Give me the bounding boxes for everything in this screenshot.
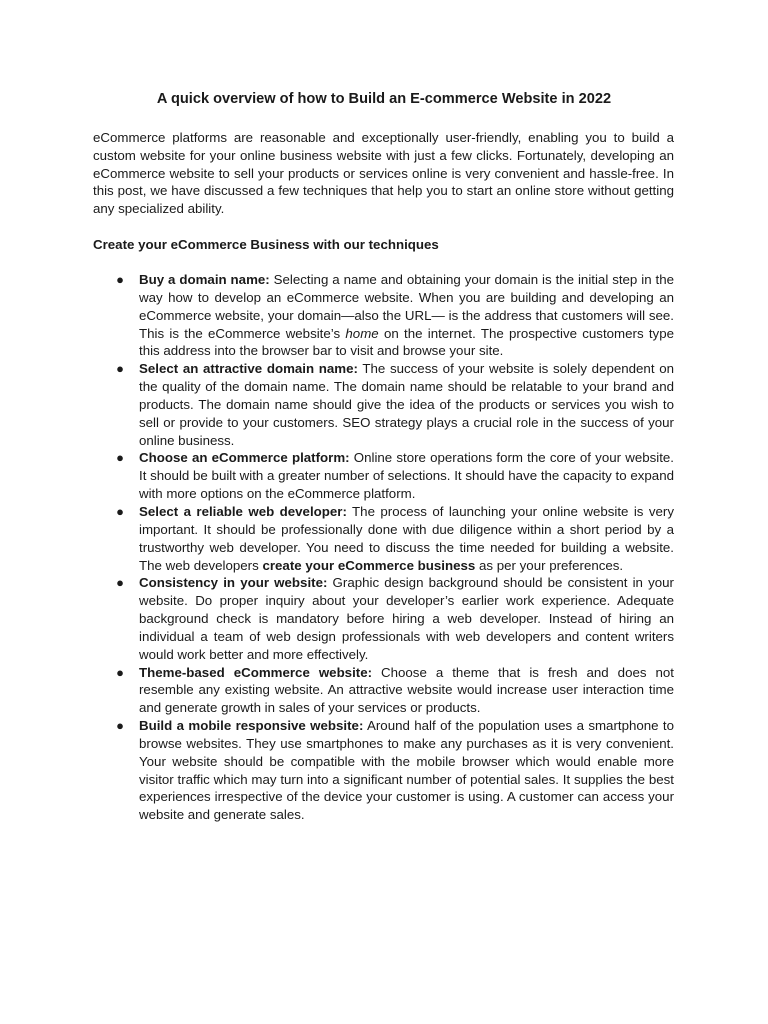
item-text: Selecting a name and obtaining your domain is the initial step in the way how to develop an eCommerce website. When you are building and developing an eCommerce website, your domain—also the URL— is the address that customers will see. This is the eCommerce website’s bbox=[139, 272, 674, 341]
item-emphasis: home bbox=[345, 325, 379, 341]
item-label: Consistency in your website: bbox=[139, 575, 328, 591]
item-text: The process of launching your online website is very important. It should be professionally done with due diligence within a short period by a trustworthy web developer. You need to discuss the time needed for building a website. The web developers bbox=[139, 503, 674, 573]
item-strong-phrase: create your eCommerce business bbox=[262, 557, 476, 573]
item-text: The success of your website is solely dependent on the quality of the domain name. The domain name should be relatable to your brand and products. The domain name should give the idea of the products or services you wish to sell or provide to your customers. SEO strategy plays a crucial role in the success of your online business. bbox=[139, 361, 674, 448]
bullet-icon: ● bbox=[116, 718, 124, 734]
page-title: A quick overview of how to Build an E-commerce Website in 2022 bbox=[156, 91, 612, 107]
list-item-ecommerce-platform bbox=[116, 449, 674, 503]
item-label: Select a reliable web developer: bbox=[139, 503, 347, 519]
item-text: Graphic design background should be consistent in your website. Do proper inquiry about your developer’s earlier work experience. Adequate background check is mandatory before hiring a web developer. Instead of hiring an individual a team of web design professionals with web developers and content writers would work better and more effectively. bbox=[139, 575, 674, 662]
bullet-icon: ● bbox=[116, 503, 124, 519]
item-text: Online store operations form the core of your website. It should be built with a greater number of selections. It should have the capacity to expand with more options on the eCommerce platform. bbox=[139, 450, 674, 502]
item-text: on the internet. The prospective customers type this address into the browser bar to visit and browse your site. bbox=[139, 325, 674, 359]
bullet-icon: ● bbox=[116, 272, 124, 287]
item-label: Buy a domain name: bbox=[139, 272, 270, 287]
list-item-mobile-responsive bbox=[116, 717, 675, 824]
item-text: as per your preferences. bbox=[475, 557, 624, 573]
bullet-icon: ● bbox=[116, 361, 124, 377]
list-item-consistency bbox=[116, 574, 674, 663]
list-item-domain-name bbox=[116, 271, 674, 360]
item-text: Around half of the population uses a smartphone to browse websites. They use smartphones to make any purchases as it is very convenient. Your website should be compatible with the mobile browser which would enable more visitor traffic which may turn into a significant number of potential sales. It supplies the best experiences irrespective of the device your customer is using. A customer can access your website and generate sales. bbox=[139, 718, 675, 823]
technique-list bbox=[0, 271, 768, 824]
bullet-icon: ● bbox=[116, 450, 124, 466]
bullet-icon: ● bbox=[116, 575, 124, 591]
item-label: Build a mobile responsive website: bbox=[139, 718, 364, 734]
item-label: Theme-based eCommerce website: bbox=[139, 664, 373, 680]
item-label: Choose an eCommerce platform: bbox=[139, 450, 350, 466]
intro-paragraph: eCommerce platforms are reasonable and exceptionally user-friendly, enabling you to build a custom website for your online business website with just a few clicks. Fortunately, developing an eCommerce website to sell your products or services online is very convenient and hassle-free. In this post, we have discussed a few techniques that help you to start an online store without getting any specialized ability. bbox=[93, 130, 674, 217]
list-item-theme-based bbox=[116, 664, 674, 718]
bullet-icon: ● bbox=[116, 664, 124, 680]
item-label: Select an attractive domain name: bbox=[139, 361, 358, 377]
list-item-attractive-domain bbox=[116, 360, 674, 449]
section-heading: Create your eCommerce Business with our techniques bbox=[93, 237, 439, 252]
list-item-web-developer bbox=[116, 503, 674, 574]
item-text: Choose a theme that is fresh and does not resemble any existing website. An attractive website would increase user interaction time and generate growth in sales of your services or products. bbox=[139, 664, 674, 716]
